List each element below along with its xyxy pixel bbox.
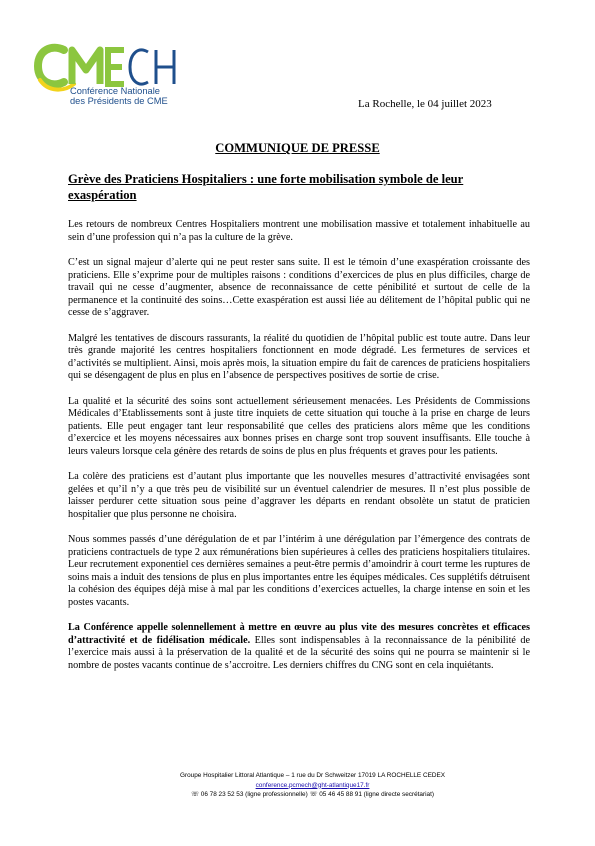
paragraph-5: La colère des praticiens est d’autant plus importante que les nouvelles mesures d’attractivité envisagées sont gelées et qu’il n’y a que très peu de visibilité sur un éventuel calendrier de mesures. Il n’est plus possible de laisser perdurer cette situation sous peine d’aggraver les départs en rendant obsolète un statut de praticien hospitalier que plus personne ne choisira.	[68, 471, 530, 520]
logo-subtitle-line1: Conférence Nationale	[70, 86, 160, 96]
body-text	[68, 219, 530, 672]
logo-subtitle-line2: des Présidents de CME	[70, 96, 168, 106]
paragraph-4: La qualité et la sécurité des soins sont actuellement sérieusement menacées. Les Présidents de Commissions Médicales d’Etablissements sont à juste titre inquiets de cette situation qui touche à la prise en charge de leurs patients. Elle peut engager tant leur responsabilité que celles des praticiens alors même que les conditions d’exercice et les moyens nécessaires aux bonnes prises en charge sont trop souvent insuffisants. Elle touche à leurs valeurs lorsque cela génère des retards de soins de plus en plus fréquents et graves pour les patients.	[68, 395, 530, 457]
paragraph-3: Malgré les tentatives de discours rassurants, la réalité du quotidien de l’hôpital public est toute autre. Dans leur très grande majorité les centres hospitaliers fonctionnent en mode dégradé. Les fermetures de services et d’activités se multiplient. Ainsi, mois après mois, la situation empire du fait de carences de praticiens hospitaliers qui se désengagent de plus en plus en l’absence de perspectives positives de sortie de crise.	[68, 332, 530, 381]
paragraph-7	[68, 622, 530, 672]
paragraph-6: Nous sommes passés d’une dérégulation de et par l’intérim à une dérégulation par l’émergence des contrats de praticiens contractuels de type 2 aux rémunérations bien supérieures à celles des praticiens hospitaliers titulaires. Leur recrutement exponentiel ces dernières semaines a peut-être permis d’amoindrir à court terme les ruptures de soins mais a induit des tensions de plus en plus importantes entre les équipes médicales. Ces supplétifs détruisent la cohésion des équipes déjà mise à mal par les conditions d’exercices actuelles, la charge intense en soin et les postes vacants.	[68, 534, 530, 608]
footer	[0, 771, 595, 800]
paragraph-2: C’est un signal majeur d’alerte qui ne peut rester sans suite. Il est le témoin d’une exaspération croissante des praticiens. Elle s’exprime pour de multiples raisons : conditions d’exercices de plus en plus difficiles, charge de travail qui ne cesse d’augmenter, absence de reconnaissance de cette pénibilité et surtout de celle de la permanence et la continuité des soins…Cette exaspération est aussi liée au délitement de l’hôpital public qui ne cesse de s’aggraver.	[68, 257, 530, 318]
press-release-subject: Grève des Praticiens Hospitaliers : une forte mobilisation symbole de leur exaspération	[68, 172, 464, 202]
footer-phones: ☏ 06 78 23 52 53 (ligne professionnelle) ☏ 05 46 45 88 91 (ligne directe secrétariat)	[191, 791, 434, 799]
logo-subtitle	[70, 86, 168, 106]
paragraph-1: Les retours de nombreux Centres Hospitaliers montrent une mobilisation massive et totalement inhabituelle au sein d’une profession qui n’a pas la culture de la grève.	[68, 219, 530, 243]
place-date: La Rochelle, le 04 juillet 2023	[358, 98, 492, 110]
paragraph-7-bold: La Conférence appelle solennellement à mettre en œuvre au plus vite des mesures concrètes et efficaces d’attractivité et de fidélisation médicale.	[68, 622, 530, 646]
paragraph-7-rest: Elles sont indispensables à la reconnaissance de la pénibilité de l’exercice mais aussi à la préservation de la qualité et de la sécurité des soins qui ne pourra se maintenir si le nombre de postes vacants continue de s’accroitre. Les derniers chiffres du CNG sont en cela inquiétants.	[68, 634, 530, 671]
document-heading: COMMUNIQUE DE PRESSE	[215, 141, 380, 155]
footer-address: Groupe Hospitalier Littoral Atlantique – 1 rue du Dr Schweitzer 17019 LA ROCHELLE CEDEX	[180, 772, 445, 779]
footer-email-link[interactable]: conference.pcmech@ght-atlantique17.fr	[255, 781, 370, 789]
